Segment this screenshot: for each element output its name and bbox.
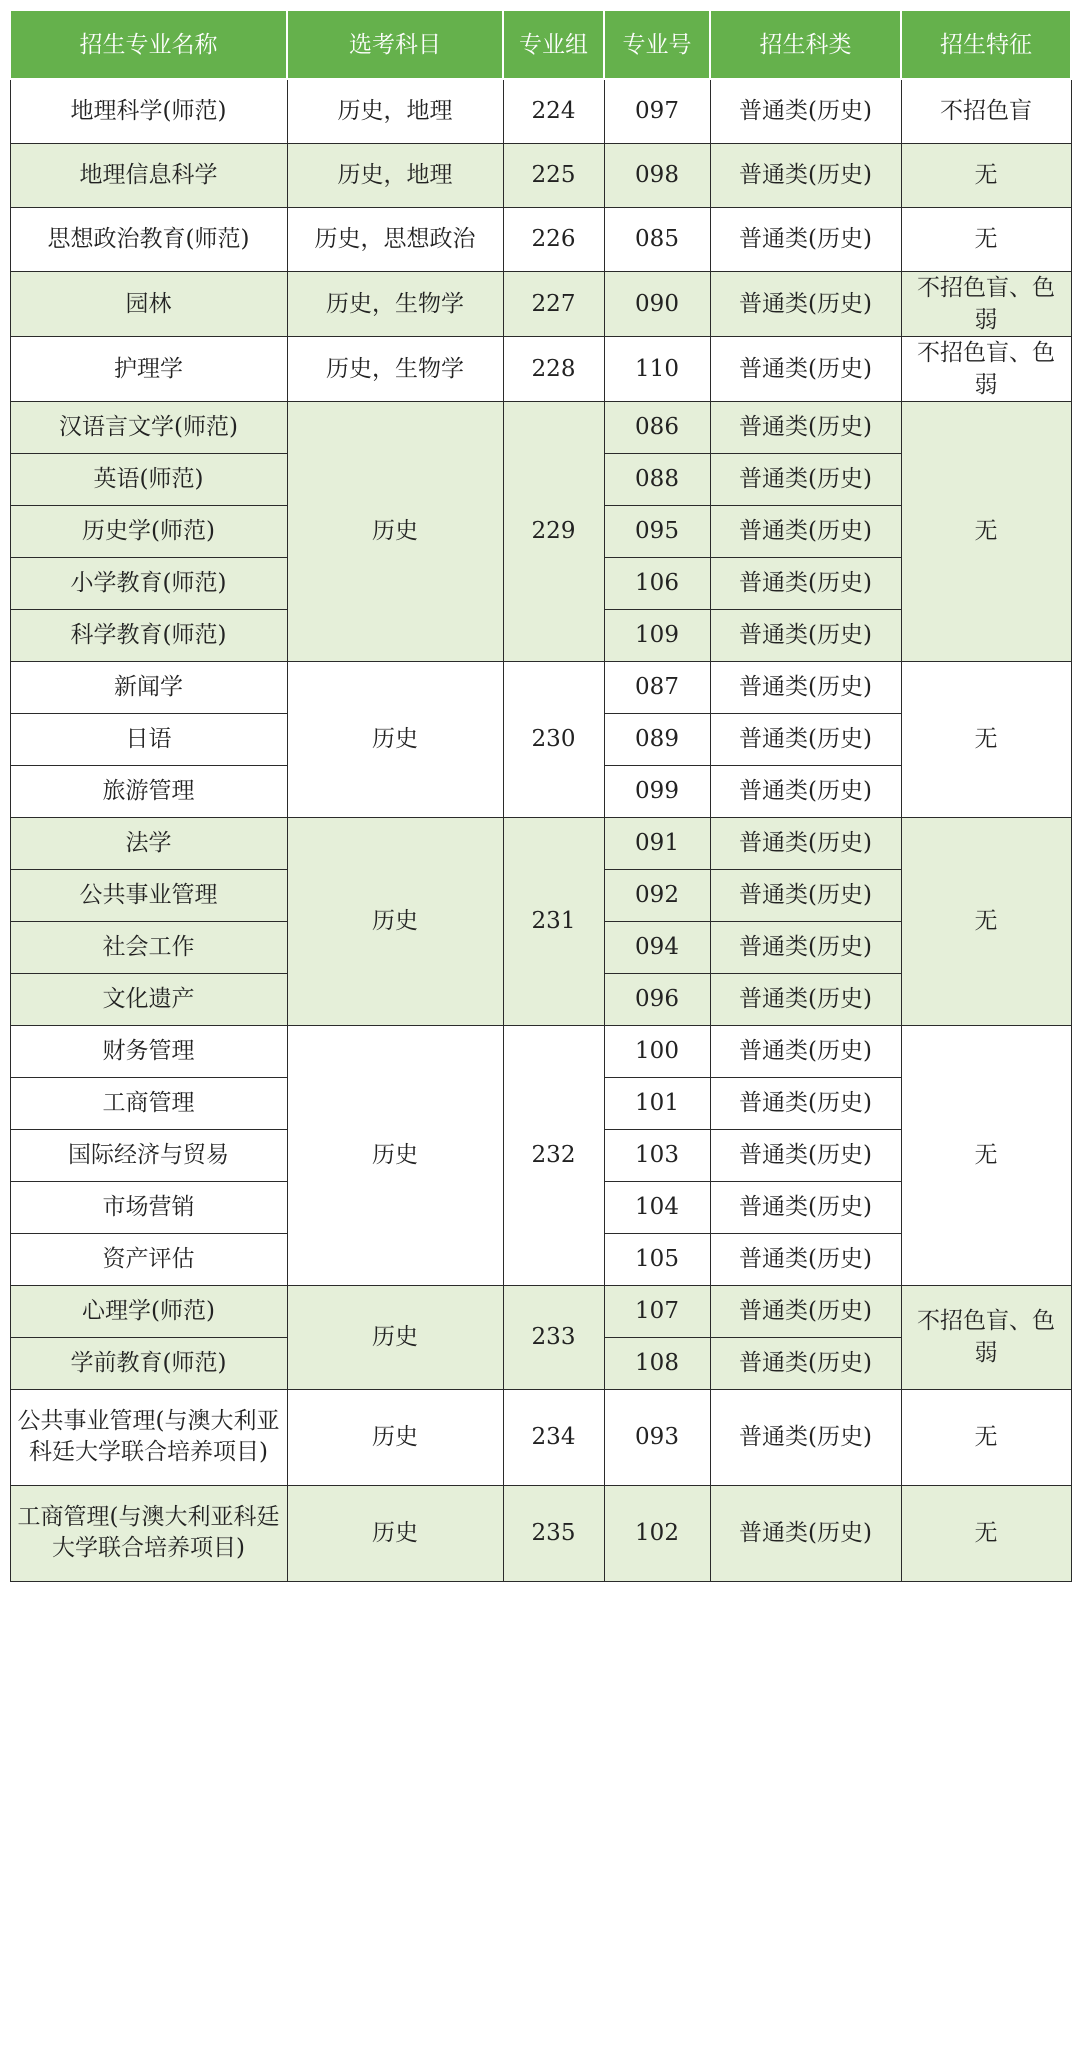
category-cell: 普通类(历史) xyxy=(710,271,901,336)
feature-cell: 无 xyxy=(901,661,1071,817)
category-cell: 普通类(历史) xyxy=(710,1129,901,1181)
group-cell: 226 xyxy=(503,207,604,271)
group-cell: 234 xyxy=(503,1389,604,1485)
code-cell: 100 xyxy=(604,1025,710,1077)
major-cell: 心理学(师范) xyxy=(10,1285,287,1337)
subjects-cell: 历史 xyxy=(287,817,503,1025)
group-cell: 229 xyxy=(503,401,604,661)
table-body xyxy=(10,79,1071,1581)
feature-cell: 不招色盲 xyxy=(901,79,1071,143)
header-row xyxy=(10,10,1071,79)
major-cell: 旅游管理 xyxy=(10,765,287,817)
code-cell: 107 xyxy=(604,1285,710,1337)
category-cell: 普通类(历史) xyxy=(710,661,901,713)
major-cell: 护理学 xyxy=(10,336,287,401)
major-cell: 历史学(师范) xyxy=(10,505,287,557)
category-cell: 普通类(历史) xyxy=(710,143,901,207)
header-major-name: 招生专业名称 xyxy=(10,10,287,79)
code-cell: 098 xyxy=(604,143,710,207)
feature-cell: 无 xyxy=(901,1485,1071,1581)
table-row xyxy=(10,336,1071,401)
major-cell: 资产评估 xyxy=(10,1233,287,1285)
code-cell: 091 xyxy=(604,817,710,869)
feature-cell: 无 xyxy=(901,1389,1071,1485)
major-cell: 工商管理(与澳大利亚科廷大学联合培养项目) xyxy=(10,1485,287,1581)
category-cell: 普通类(历史) xyxy=(710,505,901,557)
group-cell: 233 xyxy=(503,1285,604,1389)
major-cell: 日语 xyxy=(10,713,287,765)
code-cell: 089 xyxy=(604,713,710,765)
subjects-cell: 历史 xyxy=(287,1285,503,1389)
major-cell: 国际经济与贸易 xyxy=(10,1129,287,1181)
table-row xyxy=(10,79,1071,143)
group-cell: 227 xyxy=(503,271,604,336)
major-cell: 公共事业管理(与澳大利亚科廷大学联合培养项目) xyxy=(10,1389,287,1485)
category-cell: 普通类(历史) xyxy=(710,557,901,609)
category-cell: 普通类(历史) xyxy=(710,1337,901,1389)
category-cell: 普通类(历史) xyxy=(710,453,901,505)
code-cell: 092 xyxy=(604,869,710,921)
category-cell: 普通类(历史) xyxy=(710,973,901,1025)
major-cell: 地理科学(师范) xyxy=(10,79,287,143)
group-cell: 230 xyxy=(503,661,604,817)
code-cell: 096 xyxy=(604,973,710,1025)
feature-cell: 不招色盲、色弱 xyxy=(901,336,1071,401)
subjects-cell: 历史，生物学 xyxy=(287,336,503,401)
subjects-cell: 历史，生物学 xyxy=(287,271,503,336)
feature-cell: 不招色盲、色弱 xyxy=(901,1285,1071,1389)
code-cell: 105 xyxy=(604,1233,710,1285)
code-cell: 101 xyxy=(604,1077,710,1129)
major-cell: 法学 xyxy=(10,817,287,869)
table-row xyxy=(10,661,1071,713)
category-cell: 普通类(历史) xyxy=(710,207,901,271)
major-cell: 公共事业管理 xyxy=(10,869,287,921)
subjects-cell: 历史 xyxy=(287,1389,503,1485)
major-cell: 学前教育(师范) xyxy=(10,1337,287,1389)
category-cell: 普通类(历史) xyxy=(710,401,901,453)
category-cell: 普通类(历史) xyxy=(710,79,901,143)
feature-cell: 无 xyxy=(901,207,1071,271)
code-cell: 085 xyxy=(604,207,710,271)
group-cell: 231 xyxy=(503,817,604,1025)
code-cell: 104 xyxy=(604,1181,710,1233)
subjects-cell: 历史，地理 xyxy=(287,79,503,143)
category-cell: 普通类(历史) xyxy=(710,1077,901,1129)
major-cell: 思想政治教育(师范) xyxy=(10,207,287,271)
header-code: 专业号 xyxy=(604,10,710,79)
major-cell: 英语(师范) xyxy=(10,453,287,505)
group-cell: 225 xyxy=(503,143,604,207)
subjects-cell: 历史，地理 xyxy=(287,143,503,207)
major-cell: 市场营销 xyxy=(10,1181,287,1233)
major-cell: 汉语言文学(师范) xyxy=(10,401,287,453)
header-subjects: 选考科目 xyxy=(287,10,503,79)
subjects-cell: 历史 xyxy=(287,661,503,817)
category-cell: 普通类(历史) xyxy=(710,1181,901,1233)
feature-cell: 无 xyxy=(901,401,1071,661)
category-cell: 普通类(历史) xyxy=(710,336,901,401)
category-cell: 普通类(历史) xyxy=(710,869,901,921)
table-row xyxy=(10,271,1071,336)
group-cell: 235 xyxy=(503,1485,604,1581)
code-cell: 094 xyxy=(604,921,710,973)
code-cell: 087 xyxy=(604,661,710,713)
table-row xyxy=(10,1025,1071,1077)
table-row xyxy=(10,143,1071,207)
category-cell: 普通类(历史) xyxy=(710,609,901,661)
category-cell: 普通类(历史) xyxy=(710,1389,901,1485)
major-cell: 文化遗产 xyxy=(10,973,287,1025)
category-cell: 普通类(历史) xyxy=(710,765,901,817)
code-cell: 095 xyxy=(604,505,710,557)
code-cell: 086 xyxy=(604,401,710,453)
table-header xyxy=(10,10,1071,79)
header-group: 专业组 xyxy=(503,10,604,79)
major-cell: 社会工作 xyxy=(10,921,287,973)
code-cell: 090 xyxy=(604,271,710,336)
code-cell: 099 xyxy=(604,765,710,817)
enrollment-table xyxy=(9,9,1072,1582)
group-cell: 228 xyxy=(503,336,604,401)
major-cell: 园林 xyxy=(10,271,287,336)
category-cell: 普通类(历史) xyxy=(710,921,901,973)
major-cell: 地理信息科学 xyxy=(10,143,287,207)
code-cell: 110 xyxy=(604,336,710,401)
feature-cell: 无 xyxy=(901,1025,1071,1285)
feature-cell: 无 xyxy=(901,817,1071,1025)
category-cell: 普通类(历史) xyxy=(710,1285,901,1337)
major-cell: 工商管理 xyxy=(10,1077,287,1129)
subjects-cell: 历史 xyxy=(287,1485,503,1581)
table-row xyxy=(10,1389,1071,1485)
subjects-cell: 历史 xyxy=(287,1025,503,1285)
code-cell: 102 xyxy=(604,1485,710,1581)
table-row xyxy=(10,1285,1071,1337)
major-cell: 新闻学 xyxy=(10,661,287,713)
code-cell: 106 xyxy=(604,557,710,609)
major-cell: 科学教育(师范) xyxy=(10,609,287,661)
header-feature: 招生特征 xyxy=(901,10,1071,79)
code-cell: 088 xyxy=(604,453,710,505)
feature-cell: 无 xyxy=(901,143,1071,207)
feature-cell: 不招色盲、色弱 xyxy=(901,271,1071,336)
table-row xyxy=(10,1485,1071,1581)
table-row xyxy=(10,817,1071,869)
major-cell: 小学教育(师范) xyxy=(10,557,287,609)
code-cell: 103 xyxy=(604,1129,710,1181)
subjects-cell: 历史，思想政治 xyxy=(287,207,503,271)
code-cell: 093 xyxy=(604,1389,710,1485)
subjects-cell: 历史 xyxy=(287,401,503,661)
category-cell: 普通类(历史) xyxy=(710,817,901,869)
category-cell: 普通类(历史) xyxy=(710,1025,901,1077)
code-cell: 109 xyxy=(604,609,710,661)
table-row xyxy=(10,207,1071,271)
category-cell: 普通类(历史) xyxy=(710,713,901,765)
header-category: 招生科类 xyxy=(710,10,901,79)
table-row xyxy=(10,401,1071,453)
category-cell: 普通类(历史) xyxy=(710,1485,901,1581)
code-cell: 097 xyxy=(604,79,710,143)
major-cell: 财务管理 xyxy=(10,1025,287,1077)
code-cell: 108 xyxy=(604,1337,710,1389)
category-cell: 普通类(历史) xyxy=(710,1233,901,1285)
group-cell: 224 xyxy=(503,79,604,143)
group-cell: 232 xyxy=(503,1025,604,1285)
